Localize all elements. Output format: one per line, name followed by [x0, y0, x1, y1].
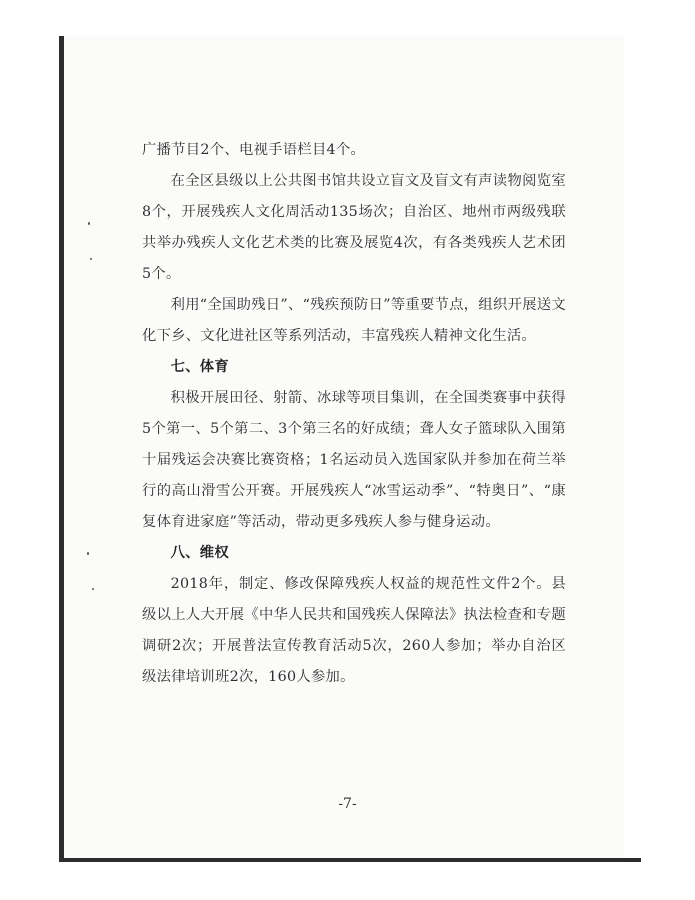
paragraph-events: 利用“全国助残日”、“残疾预防日”等重要节点，组织开展送文化下乡、文化进社区等系列活动，丰富残疾人精神文化生活。 — [142, 297, 566, 344]
scan-speck — [90, 258, 92, 260]
page-number: -7- — [338, 796, 357, 812]
scan-speck — [92, 588, 94, 590]
document-body — [142, 135, 566, 693]
paragraph-continuation: 广播节目2个、电视手语栏目4个。 — [142, 142, 366, 158]
scan-speck — [88, 222, 90, 225]
paragraph-rights: 2018年，制定、修改保障残疾人权益的规范性文件2个。县级以上人大开展《中华人民共和国残疾人保障法》执法检查和专题调研2次；开展普法宣传教育活动5次，260人参加；举办自治区级法律培训班2次，160人参加。 — [142, 576, 566, 685]
scan-speck — [87, 552, 89, 555]
paragraph-sports: 积极开展田径、射箭、冰球等项目集训，在全国类赛事中获得5个第一、5个第二、3个第三名的好成绩；聋人女子篮球队入围第十届残运会决赛比赛资格；1名运动员入选国家队并参加在荷兰举行的高山滑雪公开赛。开展残疾人“冰雪运动季”、“特奥日”、“康复体育进家庭”等活动，带动更多残疾人参与健身运动。 — [142, 390, 566, 530]
paragraph-library: 在全区县级以上公共图书馆共设立盲文及盲文有声读物阅览室8个，开展残疾人文化周活动135场次；自治区、地州市两级残联共举办残疾人文化艺术类的比赛及展览4次，有各类残疾人艺术团5个。 — [142, 173, 566, 282]
section-heading-sports: 七、体育 — [170, 359, 229, 375]
section-heading-rights: 八、维权 — [170, 545, 229, 561]
scan-edge-bottom — [59, 858, 641, 862]
